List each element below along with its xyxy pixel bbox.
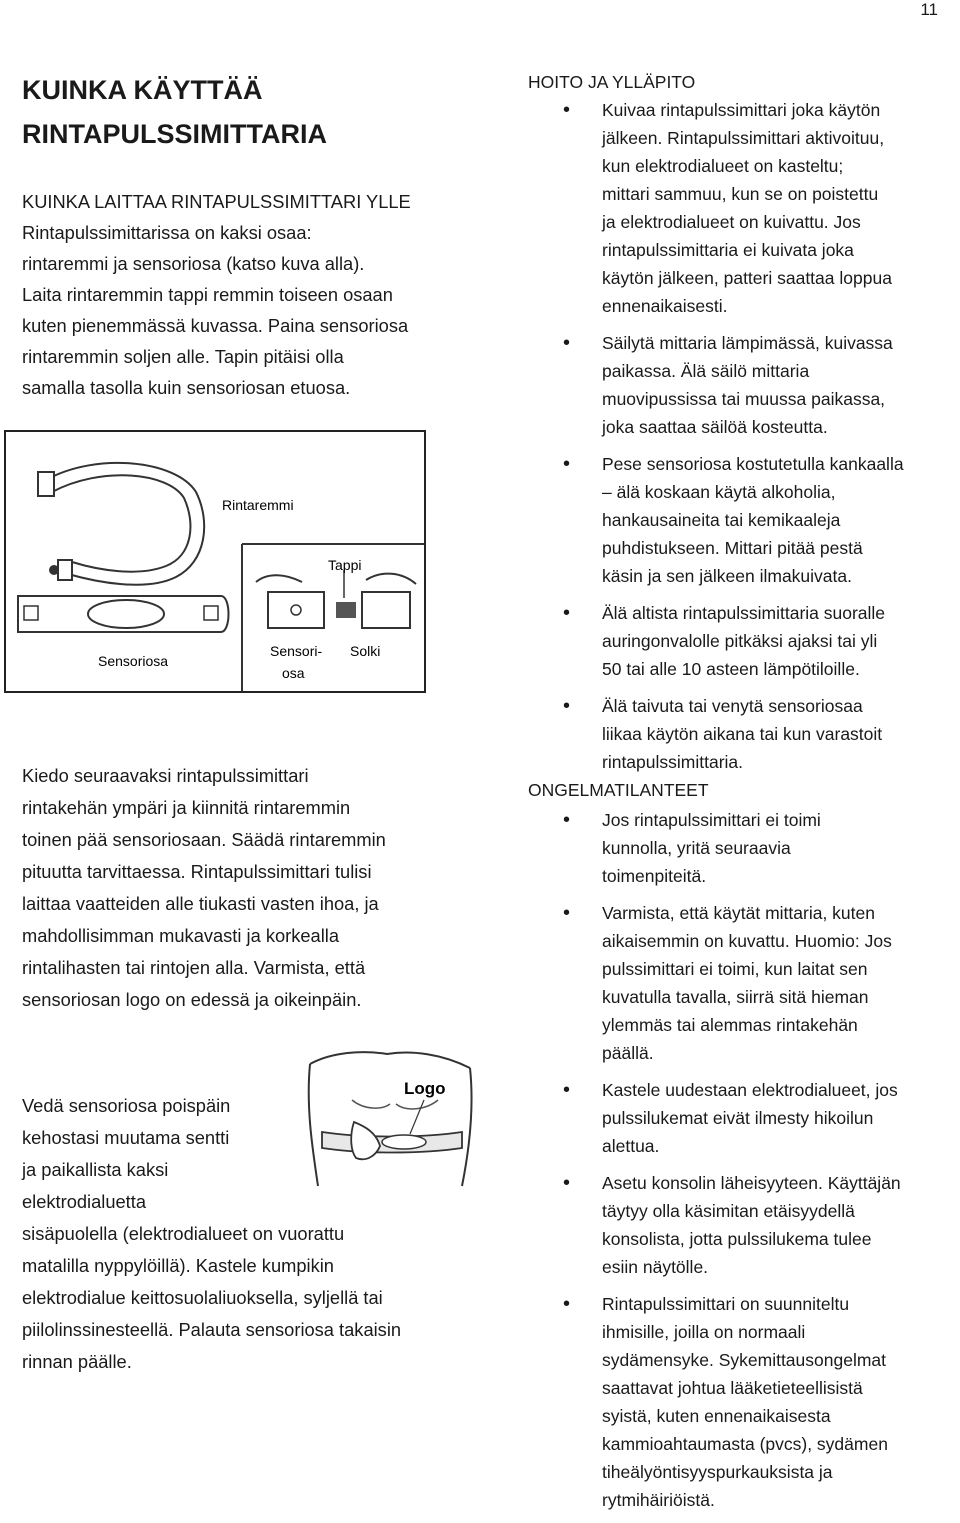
para-line: kehostasi muutama sentti bbox=[22, 1127, 230, 1148]
para-line: toinen pää sensoriosaan. Säädä rintaremmin bbox=[22, 829, 386, 850]
care-item: • Älä taivuta tai venytä sensoriosaa liikaa käytön aikana tai kun varastoit rintapulssimittaria. bbox=[528, 692, 960, 776]
intro-line: samalla tasolla kuin sensoriosan etuosa. bbox=[22, 377, 351, 398]
para-line: rinnan päälle. bbox=[22, 1351, 132, 1372]
trouble-item: • Asetu konsolin läheisyyteen. Käyttäjän täytyy olla käsimitan etäisyydellä konsolista, jotta pulssilukema tulee esiin näytölle. bbox=[528, 1169, 960, 1281]
wear-instructions bbox=[22, 760, 472, 1016]
label-pin: Tappi bbox=[328, 557, 362, 573]
para-line: laittaa vaatteiden alle tiukasti vasten ihoa, ja bbox=[22, 893, 379, 914]
strap-sensor-illustration bbox=[6, 432, 424, 691]
intro-line: Rintapulssimittarissa on kaksi osaa: bbox=[22, 222, 312, 243]
intro-line: rintaremmin soljen alle. Tapin pitäisi olla bbox=[22, 346, 344, 367]
care-item: • Kuivaa rintapulssimittari joka käytön jälkeen. Rintapulssimittari aktivoituu, kun elektrodialueet on kasteltu; mittari sammuu, kun se on poistettu ja elektrodialueet on kuivattu. Jos rintapulssimittaria ei kuivata joka käytön jälkeen, patteri saattaa loppua ennenaikaisesti. bbox=[528, 96, 960, 320]
intro-line: Laita rintaremmin tappi remmin toiseen osaan bbox=[22, 284, 393, 305]
trouble-item: • Jos rintapulssimittari ei toimi kunnolla, yritä seuraavia toimenpiteitä. bbox=[528, 806, 960, 890]
label-sensor-part-2: osa bbox=[282, 665, 305, 681]
para-line: pituutta tarvittaessa. Rintapulssimittari tulisi bbox=[22, 861, 372, 882]
care-heading: HOITO JA YLLÄPITO bbox=[528, 72, 696, 92]
label-strap: Rintaremmi bbox=[222, 497, 294, 513]
para-line: Kiedo seuraavaksi rintapulssimittari bbox=[22, 765, 309, 786]
page-title bbox=[22, 68, 462, 156]
care-item: • Pese sensoriosa kostutetulla kankaalla – älä koskaan käytä alkoholia, hankausaineita tai kemikaaleja puhdistukseen. Mittari pitää pestä käsin ja sen jälkeen ilmakuivata. bbox=[528, 450, 960, 590]
para-line: rintakehän ympäri ja kiinnitä rintaremmin bbox=[22, 797, 351, 818]
title-line-1: KUINKA KÄYTTÄÄ bbox=[22, 75, 263, 105]
label-buckle: Solki bbox=[350, 643, 381, 659]
para-line: rintalihasten tai rintojen alla. Varmista, että bbox=[22, 957, 366, 978]
trouble-item: • Rintapulssimittari on suunniteltu ihmisille, joilla on normaali sydämensyke. Sykemittausongelmat saattavat johtua lääketieteellisistä syistä, kuten ennenaikaisesta kammioahtaumasta (pvcs), sydämen tiheälyöntisyyspurkauksista ja rytmihäiriöistä. bbox=[528, 1290, 960, 1514]
page-number: 11 bbox=[920, 0, 938, 19]
trouble-heading: ONGELMATILANTEET bbox=[528, 780, 709, 800]
para-line: elektrodialue keittosuolaliuoksella, syljellä tai bbox=[22, 1287, 383, 1308]
strap-sensor-figure bbox=[4, 430, 426, 693]
intro-heading: KUINKA LAITTAA RINTAPULSSIMITTARI YLLE bbox=[22, 191, 411, 212]
label-logo: Logo bbox=[404, 1079, 446, 1098]
intro-section bbox=[22, 186, 472, 403]
trouble-item: • Varmista, että käytät mittaria, kuten aikaisemmin on kuvattu. Huomio: Jos pulssimittari ei toimi, kun laitat sen kuvatulla tavalla, siirrä sitä hieman ylemmäs tai alemmas rintakehän päällä. bbox=[528, 899, 960, 1067]
para-line: piilolinssinesteellä. Palauta sensoriosa takaisin bbox=[22, 1319, 402, 1340]
para-line: sisäpuolella (elektrodialueet on vuorattu bbox=[22, 1223, 345, 1244]
para-line: Vedä sensoriosa poispäin bbox=[22, 1095, 231, 1116]
intro-line: rintaremmi ja sensoriosa (katso kuva alla). bbox=[22, 253, 365, 274]
care-list bbox=[528, 96, 960, 785]
para-line: ja paikallista kaksi bbox=[22, 1159, 169, 1180]
para-line: sensoriosan logo on edessä ja oikeinpäin. bbox=[22, 989, 362, 1010]
trouble-item: • Kastele uudestaan elektrodialueet, jos pulssilukemat eivät ilmesty hikoilun alettua. bbox=[528, 1076, 960, 1160]
care-item: • Säilytä mittaria lämpimässä, kuivassa paikassa. Älä säilö mittaria muovipussissa tai muussa paikassa, joka saattaa säilöä kosteutta. bbox=[528, 329, 960, 441]
para-line: mahdollisimman mukavasti ja korkealla bbox=[22, 925, 339, 946]
title-line-2: RINTAPULSSIMITTARIA bbox=[22, 119, 327, 149]
para-line: elektrodialuetta bbox=[22, 1191, 146, 1212]
para-line: matalilla nyppylöillä). Kastele kumpikin bbox=[22, 1255, 334, 1276]
trouble-list bbox=[528, 806, 960, 1523]
care-item: • Älä altista rintapulssimittaria suoralle auringonvalolle pitkäksi ajaksi tai yli 50 tai alle 10 asteen lämpötiloille. bbox=[528, 599, 960, 683]
electrode-instructions bbox=[22, 1090, 472, 1378]
label-sensor: Sensoriosa bbox=[98, 653, 169, 669]
intro-line: kuten pienemmässä kuvassa. Paina sensoriosa bbox=[22, 315, 409, 336]
label-sensor-part-1: Sensori- bbox=[270, 643, 323, 659]
